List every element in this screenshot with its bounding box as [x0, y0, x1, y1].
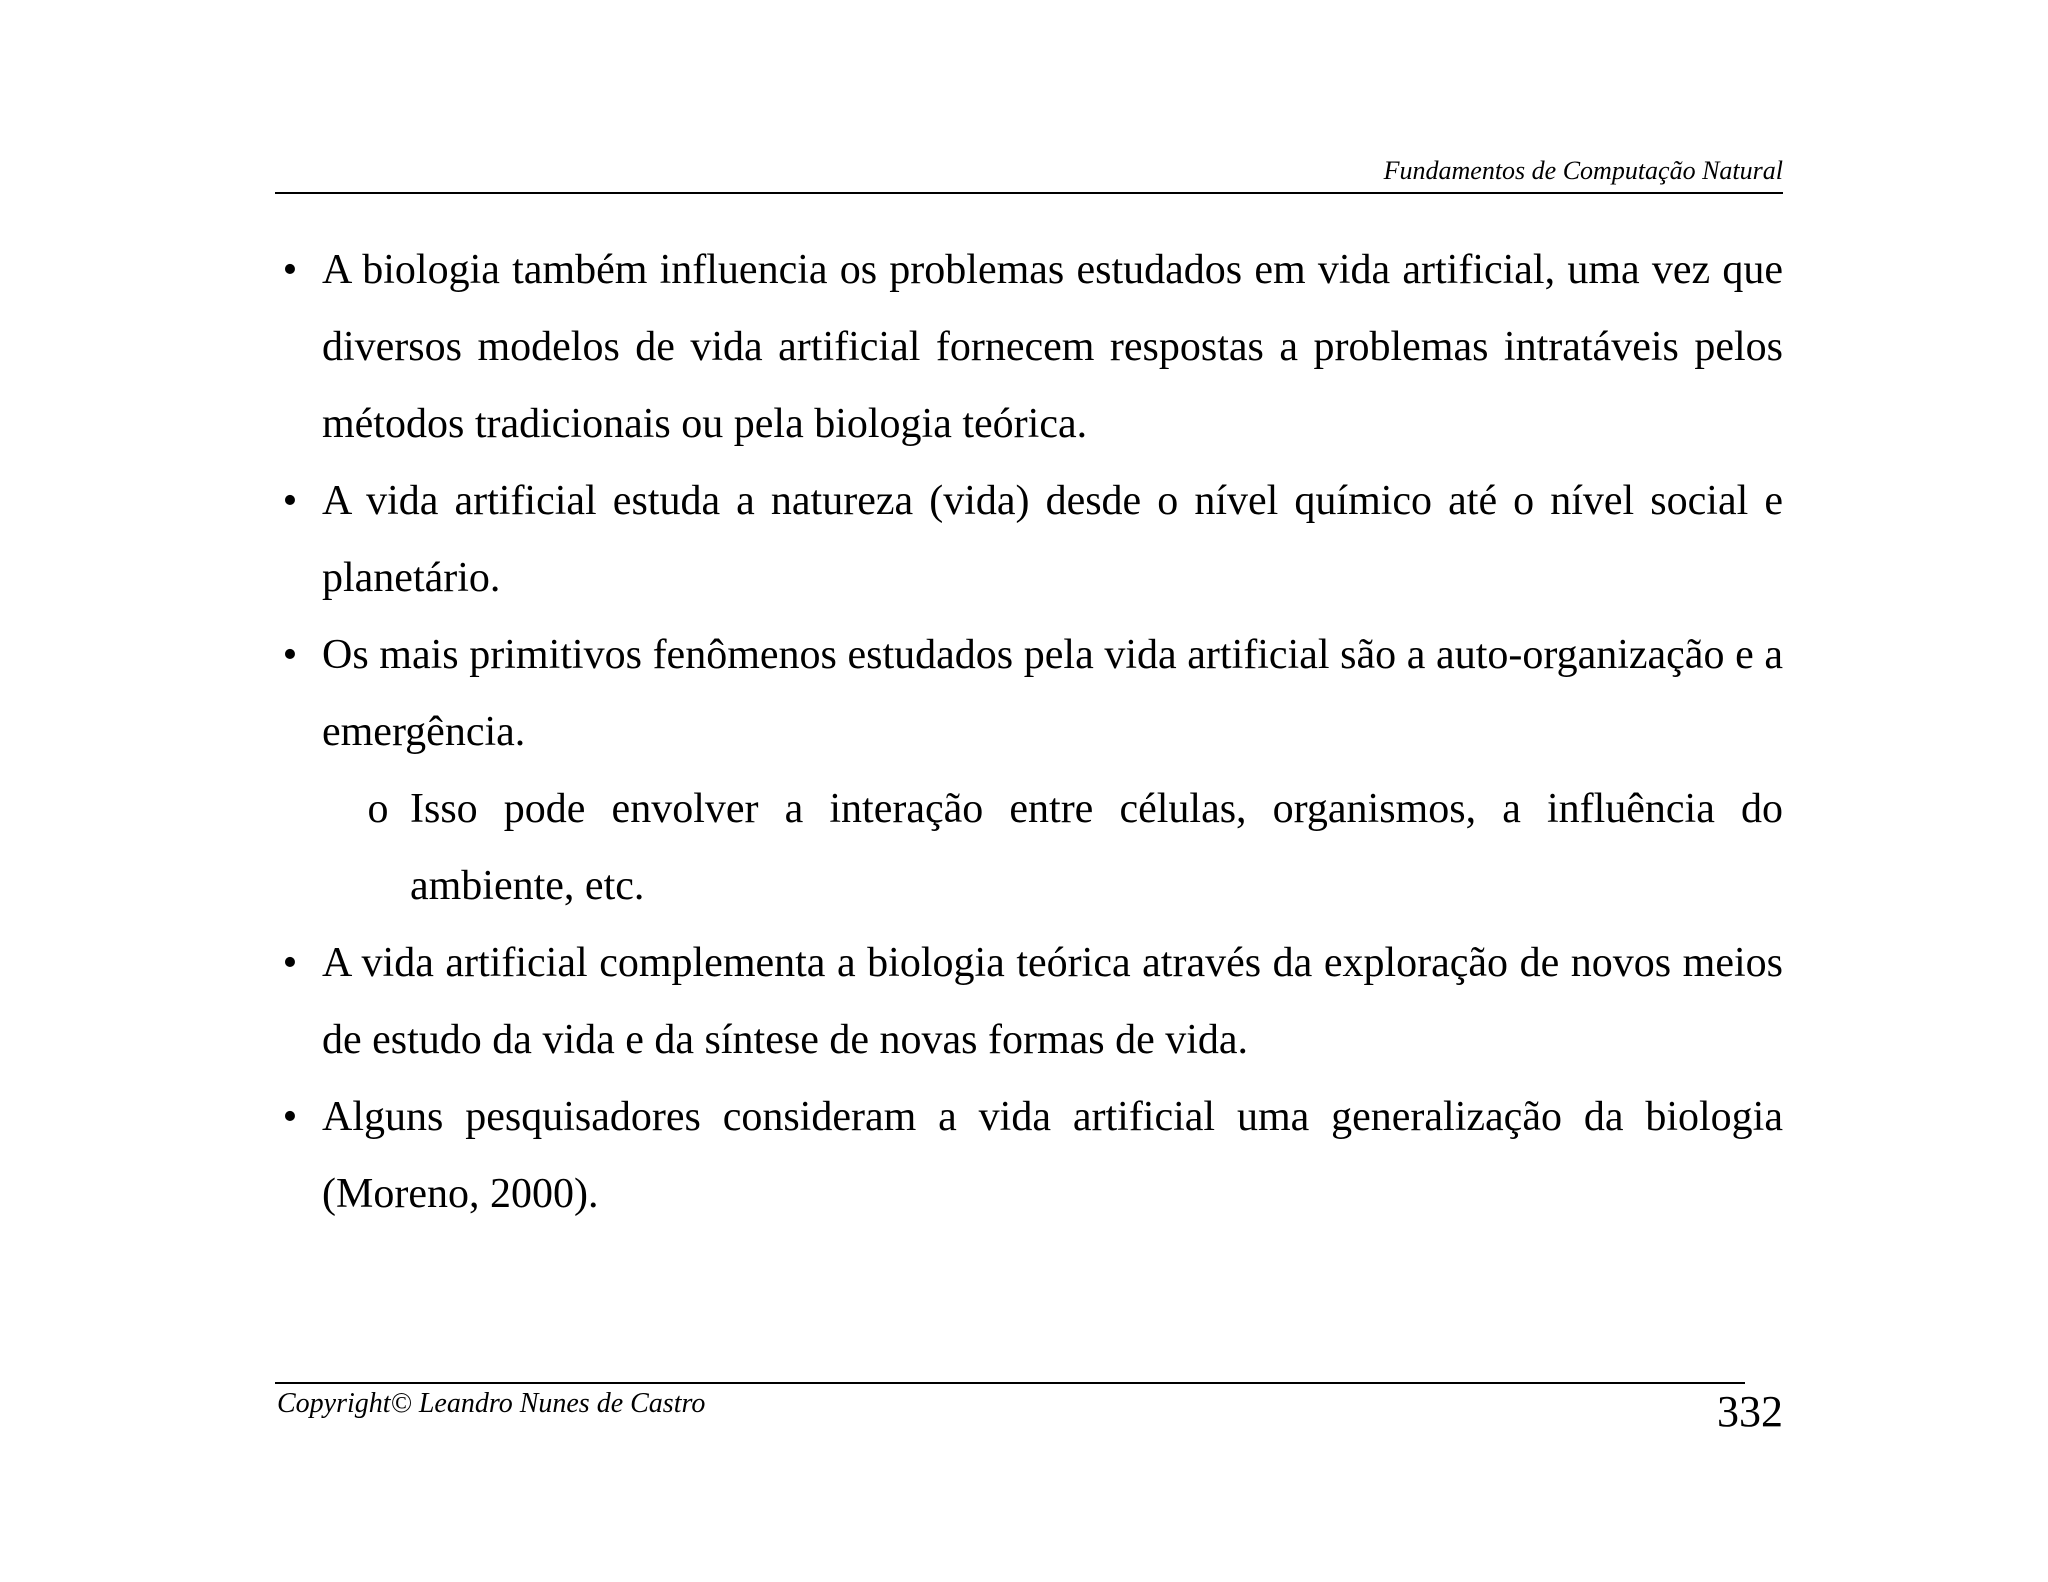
page-number: 332 — [1717, 1387, 1783, 1436]
bullet-text: A vida artificial complementa a biologia teórica através da exploração de novos meios de estudo da vida e da síntese de novas formas de vida. — [322, 940, 1783, 1063]
bullet-item — [275, 232, 1783, 463]
sub-bullet-marker: o — [367, 786, 389, 832]
bullet-marker: • — [282, 478, 298, 524]
page-footer — [275, 1382, 1783, 1442]
page-header — [275, 150, 1783, 194]
page-content — [275, 232, 1783, 1233]
bullet-item — [275, 463, 1783, 617]
bullet-text: Alguns pesquisadores consideram a vida artificial uma generalização da biologia (Moreno, 2000). — [322, 1094, 1783, 1217]
sub-bullet-text: Isso pode envolver a interação entre células, organismos, a influência do ambiente, etc. — [410, 786, 1783, 909]
bullet-item — [275, 1079, 1783, 1233]
bullet-marker: • — [282, 632, 298, 678]
bullet-text: Os mais primitivos fenômenos estudados pela vida artificial são a auto-organização e a emergência. — [322, 632, 1783, 755]
bullet-text: A biologia também influencia os problemas estudados em vida artificial, uma vez que diversos modelos de vida artificial fornecem respostas a problemas intratáveis pelos métodos tradicionais ou pela biologia teórica. — [322, 247, 1783, 447]
bullet-text: A vida artificial estuda a natureza (vida) desde o nível químico até o nível social e planetário. — [322, 478, 1783, 601]
bullet-marker: • — [282, 940, 298, 986]
bullet-item — [275, 617, 1783, 771]
running-header-title: Fundamentos de Computação Natural — [1383, 156, 1783, 185]
copyright-notice: Copyright© Leandro Nunes de Castro — [277, 1388, 706, 1419]
bullet-marker: • — [282, 1094, 298, 1140]
bullet-marker: • — [282, 247, 298, 293]
bullet-item — [275, 925, 1783, 1079]
footer-divider — [275, 1382, 1745, 1384]
sub-bullet-item — [275, 771, 1783, 925]
